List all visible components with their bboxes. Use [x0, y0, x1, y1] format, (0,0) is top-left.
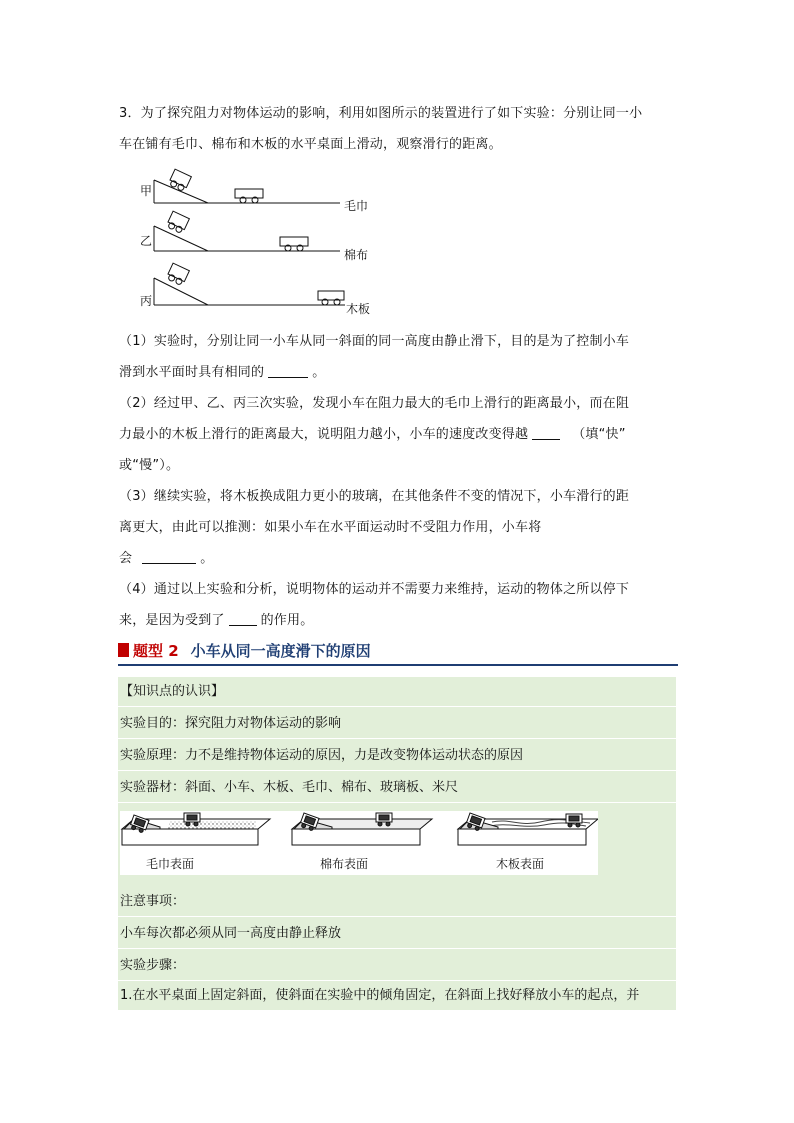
knowledge-equipment: 实验器材：斜面、小车、木板、毛巾、棉布、玻璃板、米尺 [118, 773, 676, 803]
sub3-line: （3）继续实验，将木板换成阻力更小的玻璃，在其他条件不变的情况下，小车滑行的距 [119, 489, 630, 504]
wood-surface-drawing [458, 813, 598, 845]
answer-blank[interactable] [142, 549, 196, 564]
caption-towel: 毛巾表面 [146, 857, 195, 871]
surface-label-towel: 毛巾 [344, 199, 369, 213]
sub3-line: 会 [119, 551, 133, 566]
sub1-end: 。 [312, 365, 326, 380]
towel-surface-drawing [122, 813, 270, 845]
row-label-bing: 丙 [140, 294, 153, 308]
sub2-line-end: （填“快” [572, 427, 626, 442]
sub1-line: （1）实验时，分别让同一小车从同一斜面的同一高度由静止滑下，目的是为了控制小车 [119, 334, 630, 349]
knowledge-box [118, 677, 676, 1010]
sub1-line: 滑到水平面时具有相同的 [119, 365, 265, 380]
question-line: 3．为了探究阻力对物体运动的影响，利用如图所示的装置进行了如下实验：分别让同一小 [119, 106, 643, 121]
surface-figure [120, 811, 598, 875]
sub4-line: 来，是因为受到了 [119, 613, 225, 628]
sub4-end: 的作用。 [260, 613, 314, 628]
steps-title: 实验步骤： [118, 951, 676, 981]
knowledge-purpose: 实验目的：探究阻力对物体运动的影响 [118, 709, 676, 739]
cotton-surface-drawing [292, 813, 432, 845]
surface-label-wood: 木板 [346, 302, 371, 316]
row-label-jia: 甲 [140, 184, 153, 198]
sub2-line: 或“慢”）。 [119, 458, 180, 473]
answer-blank[interactable] [532, 425, 560, 440]
answer-blank[interactable] [268, 363, 308, 378]
sub3-end: 。 [200, 551, 214, 566]
caption-cotton: 棉布表面 [320, 857, 369, 871]
caption-wood: 木板表面 [496, 857, 545, 871]
sub-question-4 [119, 574, 679, 636]
row-jia-drawing [154, 169, 340, 203]
sub2-line: （2）经过甲、乙、丙三次实验，发现小车在阻力最大的毛巾上滑行的距离最小，而在阻 [119, 396, 630, 411]
section-title: 小车从同一高度滑下的原因 [190, 642, 371, 660]
section-heading [118, 640, 678, 666]
sub-question-2 [119, 388, 679, 481]
question-line: 车在铺有毛巾、棉布和木板的水平桌面上滑动，观察滑行的距离。 [119, 137, 502, 152]
knowledge-principle: 实验原理：力不是维持物体运动的原因，力是改变物体运动状态的原因 [118, 741, 676, 771]
surface-label-cotton: 棉布 [344, 248, 369, 262]
sub3-line: 离更大，由此可以推测：如果小车在水平面运动时不受阻力作用，小车将 [119, 520, 542, 535]
section-tag: 题型 2 [133, 642, 179, 660]
notes-text: 小车每次都必须从同一高度由静止释放 [118, 919, 676, 949]
heading-marker-icon [118, 643, 129, 657]
question-stem [119, 98, 679, 160]
sub-question-3 [119, 481, 679, 574]
knowledge-header: 【知识点的认识】 [118, 677, 676, 707]
sub4-line: （4）通过以上实验和分析，说明物体的运动并不需要力来维持，运动的物体之所以停下 [119, 582, 630, 597]
sub-question-1 [119, 326, 679, 388]
row-yi-drawing [154, 211, 340, 251]
row-bing-drawing [154, 263, 345, 305]
experiment-diagram [138, 166, 378, 316]
step-1: 1.在水平桌面上固定斜面，使斜面在实验中的倾角固定，在斜面上找好释放小车的起点，并 [120, 988, 640, 1003]
row-label-yi: 乙 [140, 234, 153, 248]
notes-title: 注意事项： [118, 887, 676, 917]
ramp-diagram-svg [138, 166, 378, 316]
sub2-line: 力最小的木板上滑行的距离最大，说明阻力越小，小车的速度改变得越 [119, 427, 529, 442]
answer-blank[interactable] [229, 611, 257, 626]
